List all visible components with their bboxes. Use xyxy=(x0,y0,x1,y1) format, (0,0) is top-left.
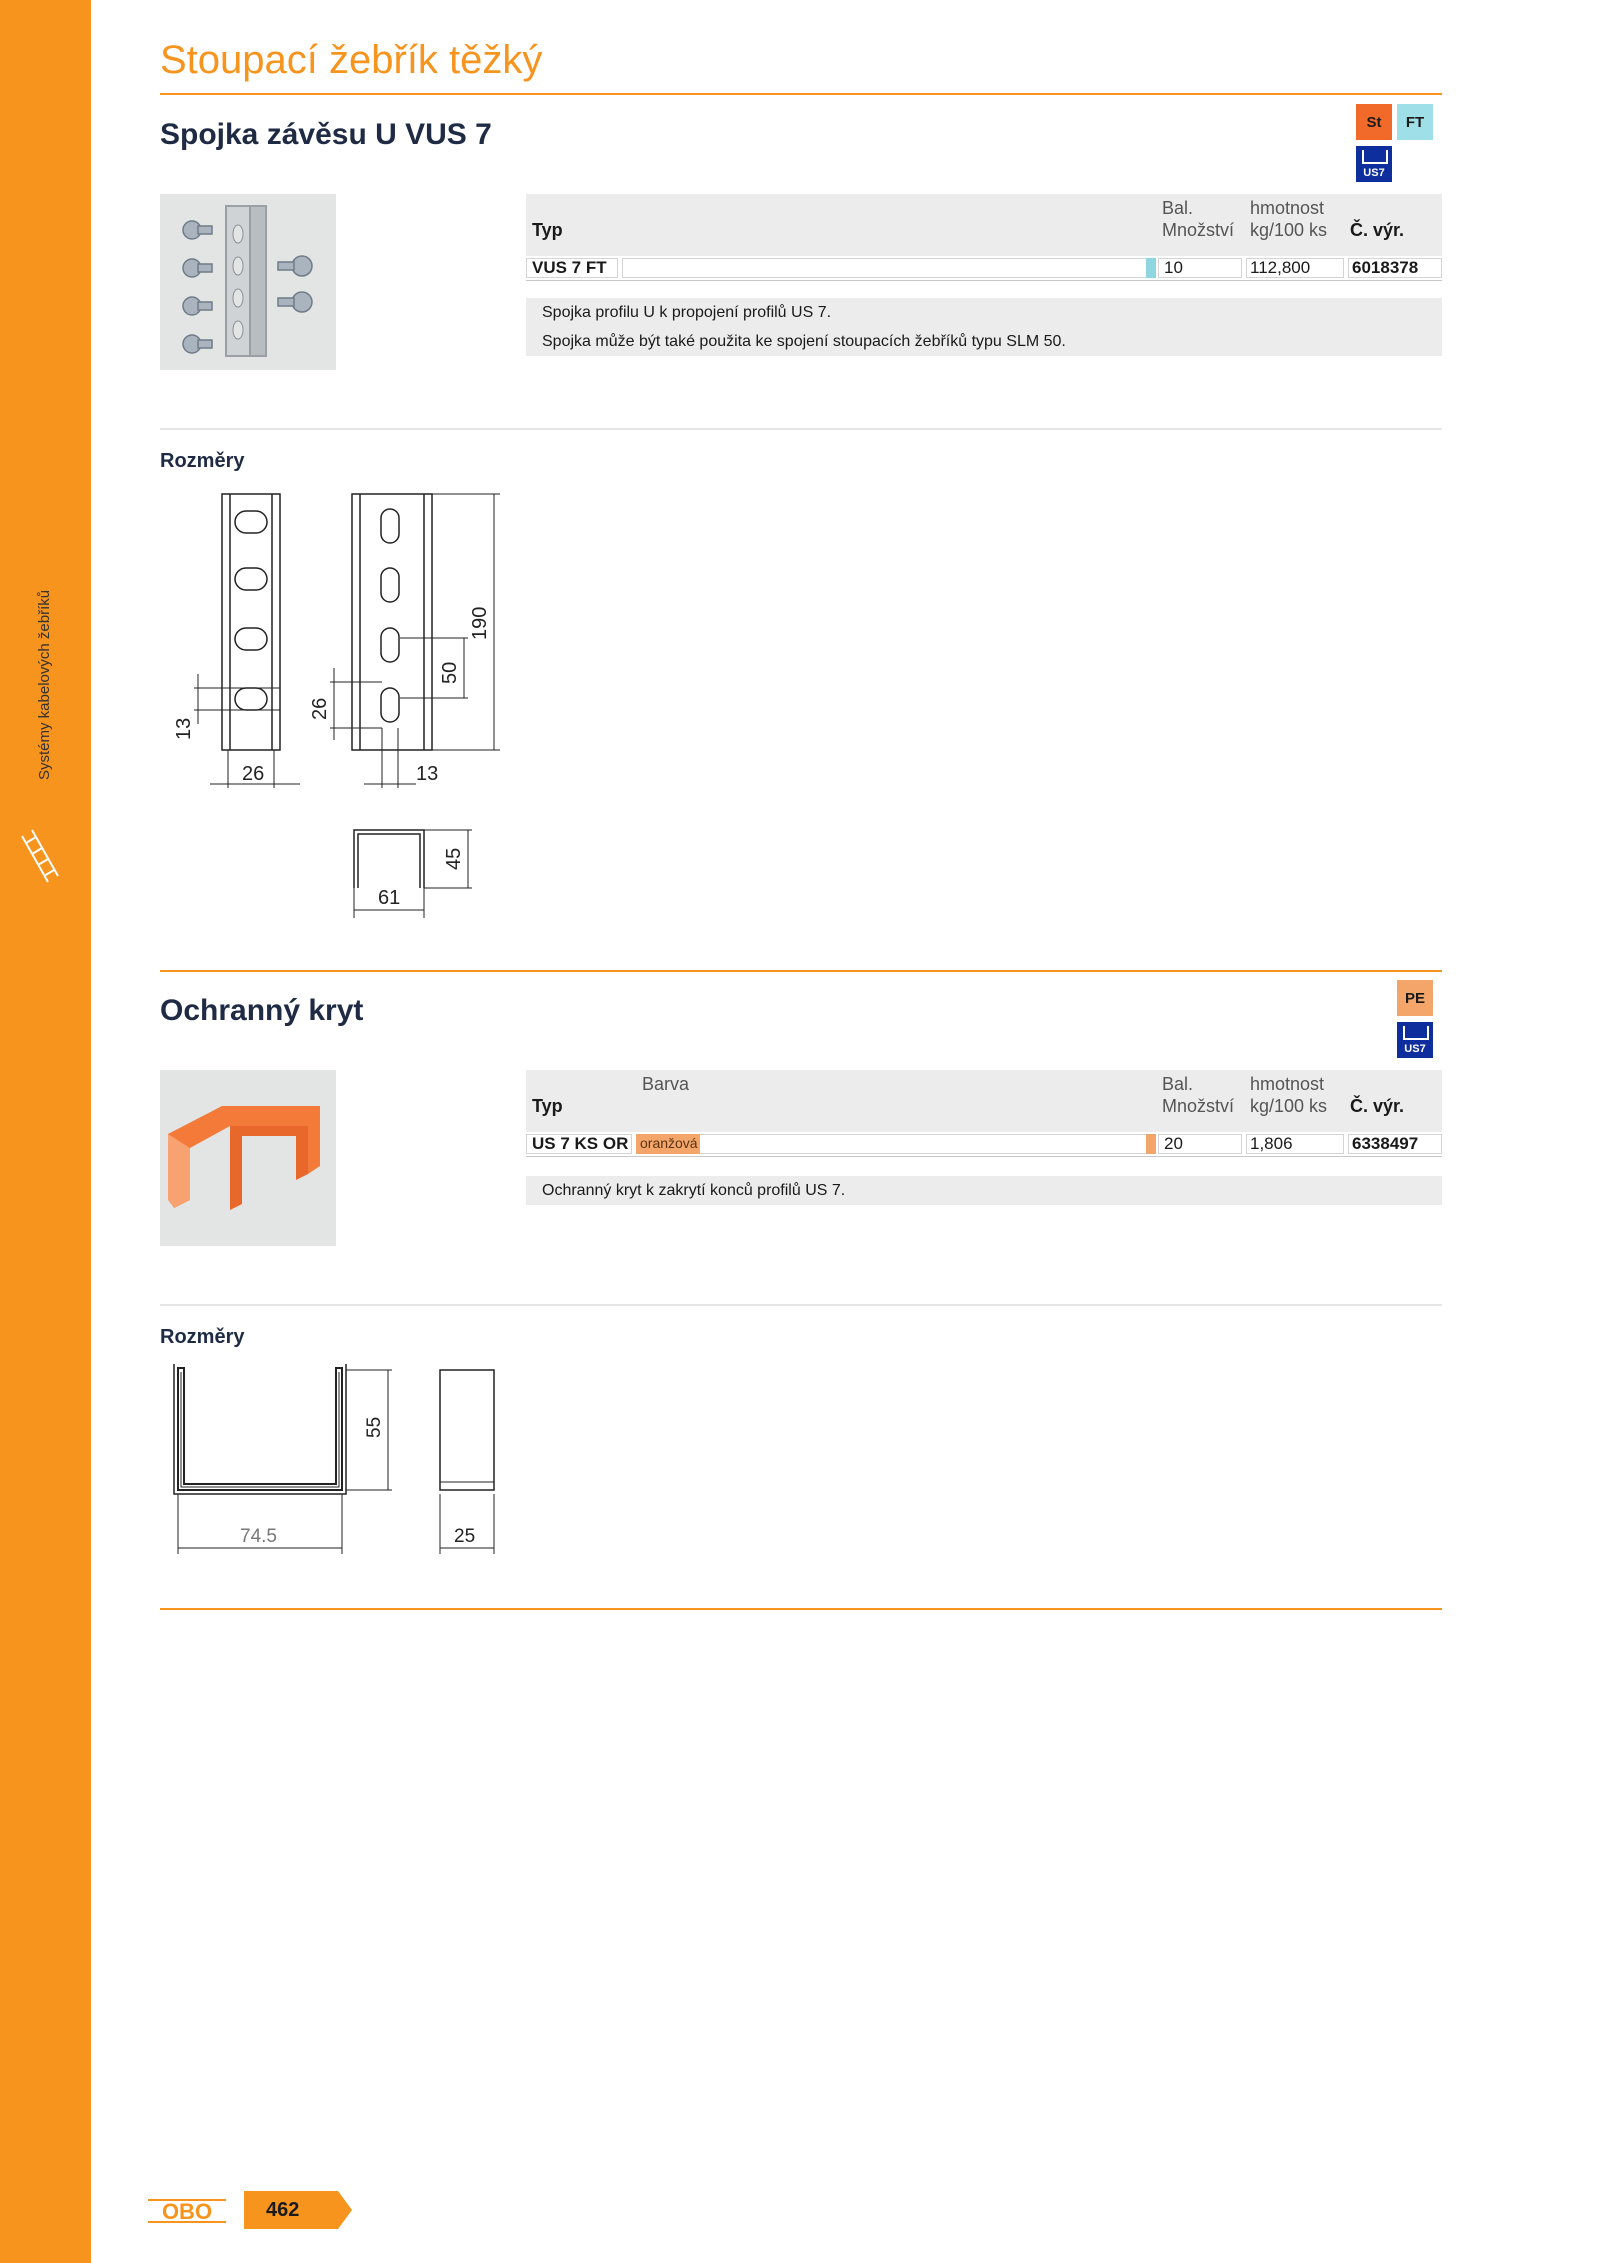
cell-typ: VUS 7 FT xyxy=(532,258,607,277)
dim-13-left: 13 xyxy=(173,717,195,740)
section-divider xyxy=(160,1304,1442,1306)
table-header xyxy=(526,1070,1442,1132)
dimensions-title: Rozměry xyxy=(160,1326,245,1348)
title-divider xyxy=(160,93,1442,95)
cell-code: 6018378 xyxy=(1352,258,1419,277)
material-badge-st: St xyxy=(1356,104,1392,140)
product-photo-vus7 xyxy=(160,194,336,370)
cell-typ: US 7 KS OR xyxy=(532,1134,629,1153)
col-bal-top: Bal. xyxy=(1162,198,1194,218)
description-line: Spojka může být také použita ke spojení stoupacích žebříků typu SLM 50. xyxy=(542,333,1066,350)
col-weight: kg/100 ks xyxy=(1250,1096,1328,1116)
dim-26-side: 26 xyxy=(309,697,331,720)
obo-logo xyxy=(148,2196,226,2226)
description-box xyxy=(526,298,1442,356)
ladder-icon xyxy=(18,826,62,886)
availability-swatch xyxy=(1146,1134,1156,1154)
col-code: Č. výr. xyxy=(1350,1096,1405,1116)
dim-13-bottom: 13 xyxy=(416,763,439,785)
product-table-cover xyxy=(526,1070,1442,1157)
dim-74-5: 74.5 xyxy=(240,1526,277,1547)
material-badge-pe: PE xyxy=(1397,980,1433,1016)
product-photo-cover xyxy=(160,1070,336,1246)
dimensions-title: Rozměry xyxy=(160,450,245,472)
col-color: Barva xyxy=(642,1074,690,1094)
sidebar-category-label: Systémy kabelových žebříků xyxy=(36,589,53,780)
dim-50: 50 xyxy=(439,661,461,684)
us7-icon-label: US7 xyxy=(1363,167,1385,179)
section-divider xyxy=(160,1608,1442,1610)
cell-weight: 112,800 xyxy=(1250,258,1311,277)
sidebar-band xyxy=(0,0,91,2263)
cell-bal: 10 xyxy=(1164,258,1183,277)
cell-color: oranžová xyxy=(640,1135,698,1151)
col-weight-top: hmotnost xyxy=(1250,198,1325,218)
page-number: 462 xyxy=(266,2199,300,2221)
dim-45: 45 xyxy=(443,847,465,870)
dim-26-bottom: 26 xyxy=(242,763,265,785)
us7-profile-icon xyxy=(1356,146,1392,182)
description-line: Ochranný kryt k zakrytí konců profilů US 7. xyxy=(542,1182,846,1199)
section-title-vus7: Spojka závěsu U VUS 7 xyxy=(160,118,492,151)
table-row xyxy=(526,1132,1442,1157)
us7-profile-icon xyxy=(1397,1022,1433,1058)
section-title-cover: Ochranný kryt xyxy=(160,994,364,1027)
col-typ: Typ xyxy=(532,220,563,240)
table-header xyxy=(526,194,1442,256)
dim-190: 190 xyxy=(469,606,491,640)
table-row xyxy=(526,256,1442,281)
logo-text: OBO xyxy=(161,2199,213,2224)
dimension-drawing-vus7 xyxy=(150,478,510,918)
description-box xyxy=(526,1176,1442,1205)
col-typ: Typ xyxy=(532,1096,563,1116)
page-title: Stoupací žebřík těžký xyxy=(160,38,543,82)
dim-61: 61 xyxy=(378,887,401,909)
cell-bal: 20 xyxy=(1164,1134,1183,1153)
col-weight: kg/100 ks xyxy=(1250,220,1328,240)
us7-icon-label: US7 xyxy=(1404,1043,1426,1055)
page-number-tab xyxy=(244,2191,352,2229)
finish-badge-ft: FT xyxy=(1397,104,1433,140)
dim-25: 25 xyxy=(454,1526,476,1547)
col-bal: Množství xyxy=(1162,220,1235,240)
dim-55: 55 xyxy=(364,1416,385,1438)
dimension-drawing-cover xyxy=(150,1354,510,1564)
cell-weight: 1,806 xyxy=(1250,1134,1293,1153)
col-bal-top: Bal. xyxy=(1162,1074,1194,1094)
col-weight-top: hmotnost xyxy=(1250,1074,1325,1094)
availability-swatch xyxy=(1146,258,1156,278)
product-table-vus7 xyxy=(526,194,1442,281)
section-divider xyxy=(160,970,1442,972)
col-code: Č. výr. xyxy=(1350,220,1405,240)
section-divider xyxy=(160,428,1442,430)
cell-code: 6338497 xyxy=(1352,1134,1419,1153)
col-bal: Množství xyxy=(1162,1096,1235,1116)
description-line: Spojka profilu U k propojení profilů US 7. xyxy=(542,304,832,321)
